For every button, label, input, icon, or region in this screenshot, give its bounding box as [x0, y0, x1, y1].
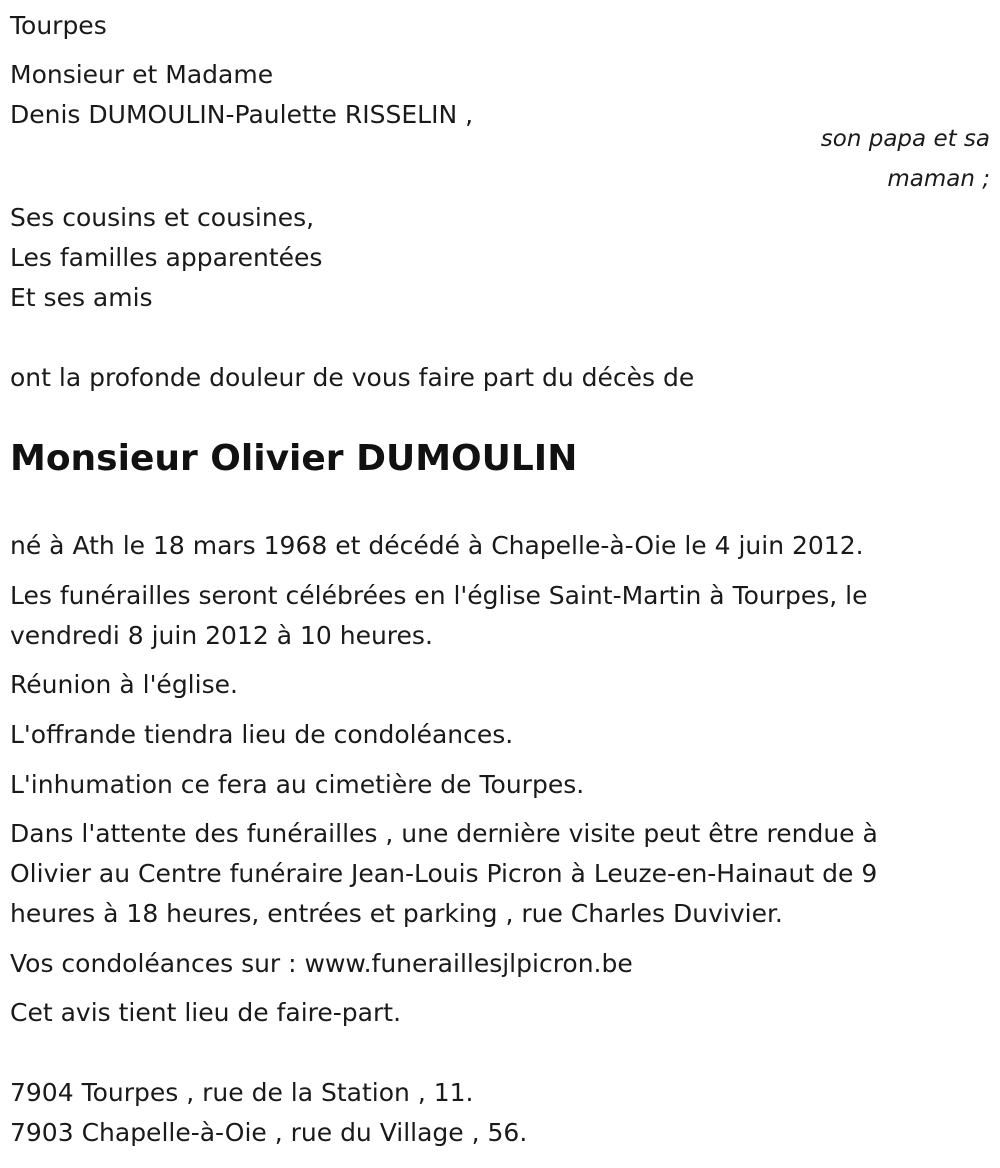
birth-death-text: né à Ath le 18 mars 1968 et décédé à Chapelle-à-Oie le 4 juin 2012.	[10, 531, 864, 560]
family-line-3: Et ses amis	[10, 283, 153, 312]
address-line-2: 7903 Chapelle-à-Oie , rue du Village , 56.	[10, 1118, 528, 1147]
parents-line-2: Denis DUMOULIN-Paulette RISSELIN ,	[10, 100, 474, 129]
family-line-1: Ses cousins et cousines,	[10, 203, 315, 232]
parents-line-1: Monsieur et Madame	[10, 60, 274, 89]
notice-text: Cet avis tient lieu de faire-part.	[10, 998, 402, 1027]
visit-line-3: heures à 18 heures, entrées et parking , rue Charles Duvivier.	[10, 899, 783, 928]
funeral-line-2: vendredi 8 juin 2012 à 10 heures.	[10, 621, 433, 650]
parents-role-line-1: son papa et sa	[820, 126, 990, 152]
condolences-text: Vos condoléances sur : www.funeraillesjlpicron.be	[10, 949, 633, 978]
place-heading: Tourpes	[10, 11, 107, 40]
parents-role-line-2: maman ;	[887, 166, 990, 192]
reunion-text: Réunion à l'église.	[10, 670, 238, 699]
family-line-2: Les familles apparentées	[10, 243, 323, 272]
visit-line-1: Dans l'attente des funérailles , une dernière visite peut être rendue à	[10, 819, 878, 848]
burial-text: L'inhumation ce fera au cimetière de Tourpes.	[10, 770, 585, 799]
funeral-line-1: Les funérailles seront célébrées en l'église Saint-Martin à Tourpes, le	[10, 581, 868, 610]
offering-text: L'offrande tiendra lieu de condoléances.	[10, 720, 514, 749]
address-line-1: 7904 Tourpes , rue de la Station , 11.	[10, 1078, 474, 1107]
visit-line-2: Olivier au Centre funéraire Jean-Louis Picron à Leuze-en-Hainaut de 9	[10, 859, 878, 888]
deceased-name: Monsieur Olivier DUMOULIN	[10, 438, 578, 479]
announcement-text: ont la profonde douleur de vous faire part du décès de	[10, 363, 695, 392]
